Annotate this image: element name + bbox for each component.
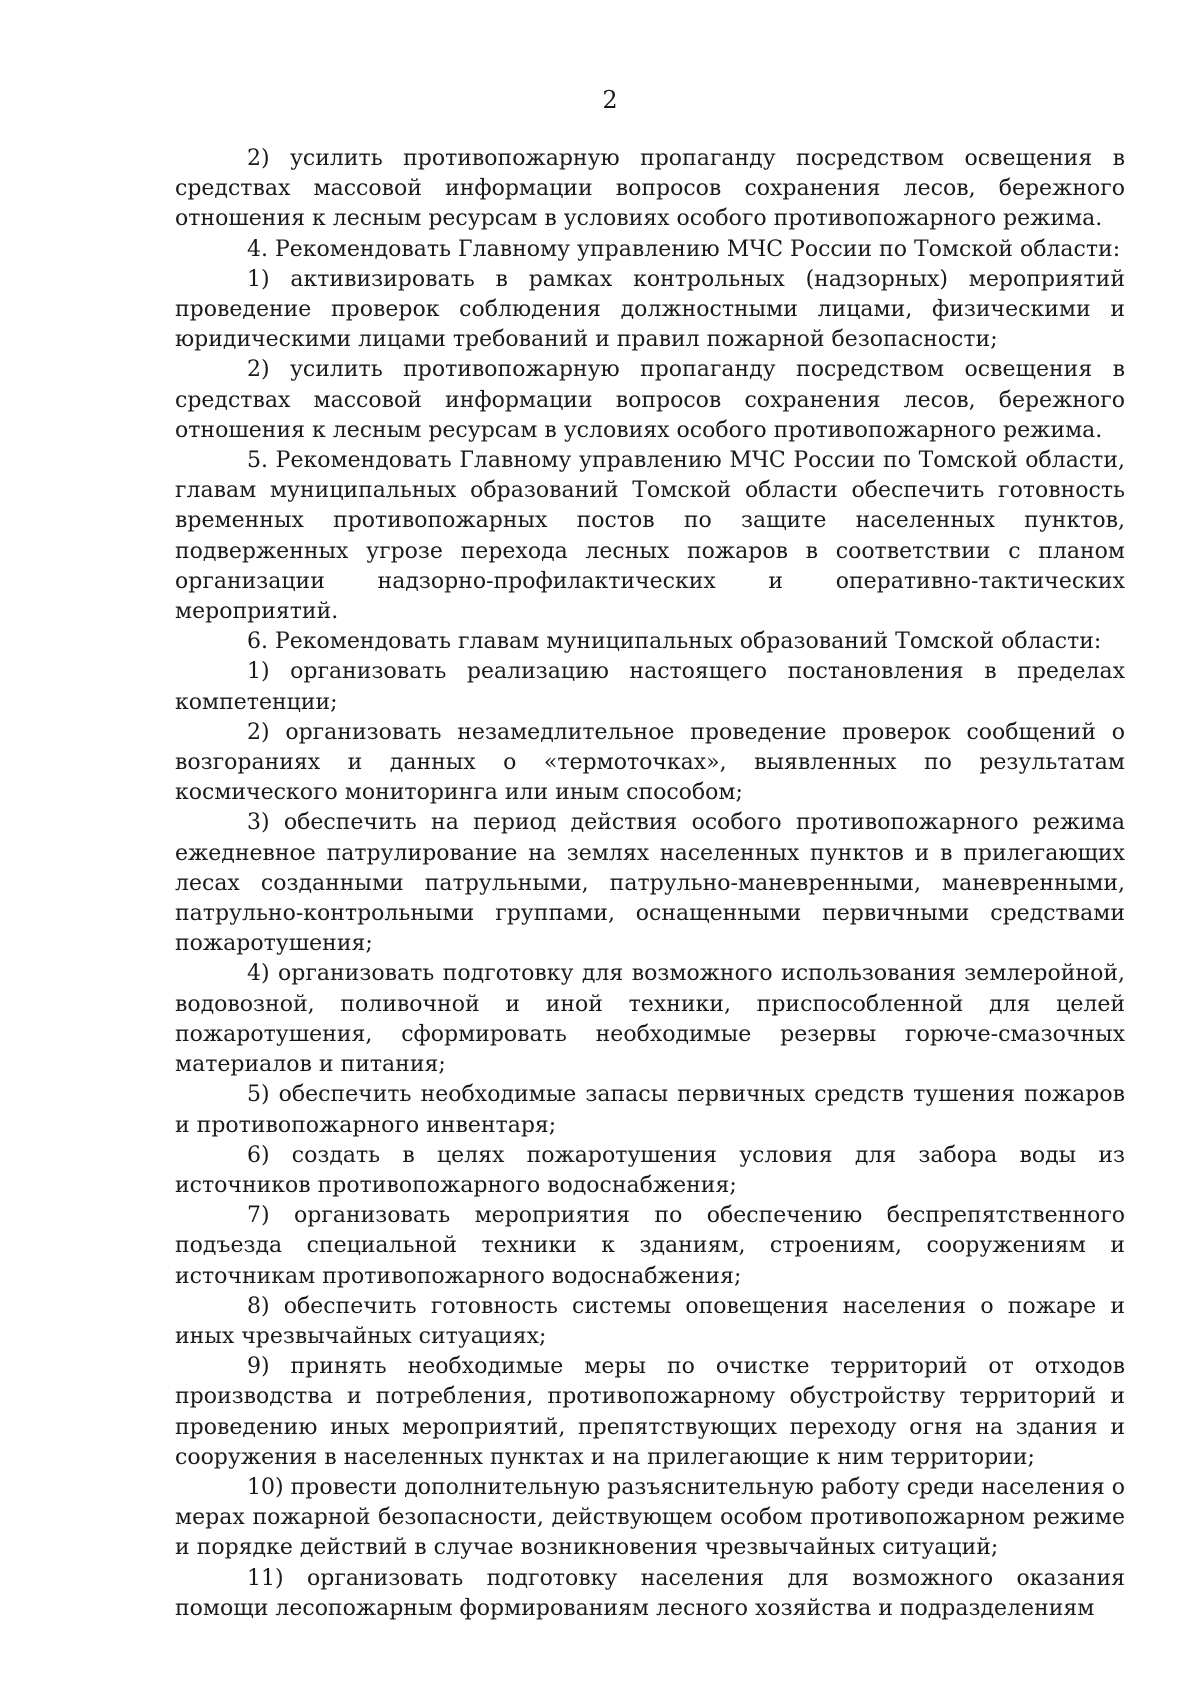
paragraph: 5. Рекомендовать Главному управлению МЧС России по Томской области, главам муниципальных образований Томской области обеспечить готовность временных противопожарных постов по защите населенных пунктов, подверженных угрозе перехода лесных пожаров в соответствии с планом организации надзорно-профилактических и оперативно-тактических мероприятий. [175,448,1125,625]
paragraph: 9) принять необходимые меры по очистке территорий от отходов производства и потребления, противопожарному обустройству территорий и проведению иных мероприятий, препятствующих переходу огня на здания и сооружения в населенных пунктах и на прилегающие к ним территории; [175,1354,1125,1470]
paragraph: 1) организовать реализацию настоящего постановления в пределах компетенции; [175,659,1125,715]
paragraph: 4. Рекомендовать Главному управлению МЧС России по Томской области: [247,236,1121,262]
page-number: 2 [602,86,618,114]
paragraph: 2) усилить противопожарную пропаганду посредством освещения в средствах массовой информации вопросов сохранения лесов, бережного отношения к лесным ресурсам в условиях особого противопожарного режима. [175,146,1125,232]
paragraph: 4) организовать подготовку для возможного использования землеройной, водовозной, поливочной и иной техники, приспособленной для целей пожаротушения, сформировать необходимые резервы горюче-смазочных материалов и питания; [175,961,1125,1078]
paragraph: 7) организовать мероприятия по обеспечению беспрепятственного подъезда специальной техники к зданиям, строениям, сооружениям и источникам противопожарного водоснабжения; [175,1203,1125,1289]
paragraph: 8) обеспечить готовность системы оповещения населения о пожаре и иных чрезвычайных ситуациях; [175,1293,1125,1349]
paragraph: 5) обеспечить необходимые запасы первичных средств тушения пожаров и противопожарного инвентаря; [175,1082,1125,1138]
paragraph: 10) провести дополнительную разъяснительную работу среди населения о мерах пожарной безопасности, действующем особом противопожарном режиме и порядке действий в случае возникновения чрезвычайных ситуаций; [175,1474,1125,1561]
paragraph: 3) обеспечить на период действия особого противопожарного режима ежедневное патрулирование на землях населенных пунктов и в прилегающих лесах созданными патрульными, патрульно-маневренными, маневренными, патрульно-контрольными группами, оснащенными первичными средствами пожаротушения; [175,810,1125,957]
paragraph: 2) организовать незамедлительное проведение проверок сообщений о возгораниях и данных о «термоточках», выявленных по результатам космического мониторинга или иным способом; [175,719,1125,806]
paragraph: 2) усилить противопожарную пропаганду посредством освещения в средствах массовой информации вопросов сохранения лесов, бережного отношения к лесным ресурсам в условиях особого противопожарного режима. [175,357,1125,443]
paragraph: 6) создать в целях пожаротушения условия для забора воды из источников противопожарного водоснабжения; [175,1142,1125,1198]
document-body [175,144,1125,1624]
paragraph: 6. Рекомендовать главам муниципальных образований Томской области: [247,629,1102,655]
paragraph: 11) организовать подготовку населения для возможного оказания помощи лесопожарным формированиям лесного хозяйства и подразделениям [175,1565,1125,1621]
paragraph: 1) активизировать в рамках контрольных (надзорных) мероприятий проведение проверок соблюдения должностными лицами, физическими и юридическими лицами требований и правил пожарной безопасности; [175,266,1125,353]
